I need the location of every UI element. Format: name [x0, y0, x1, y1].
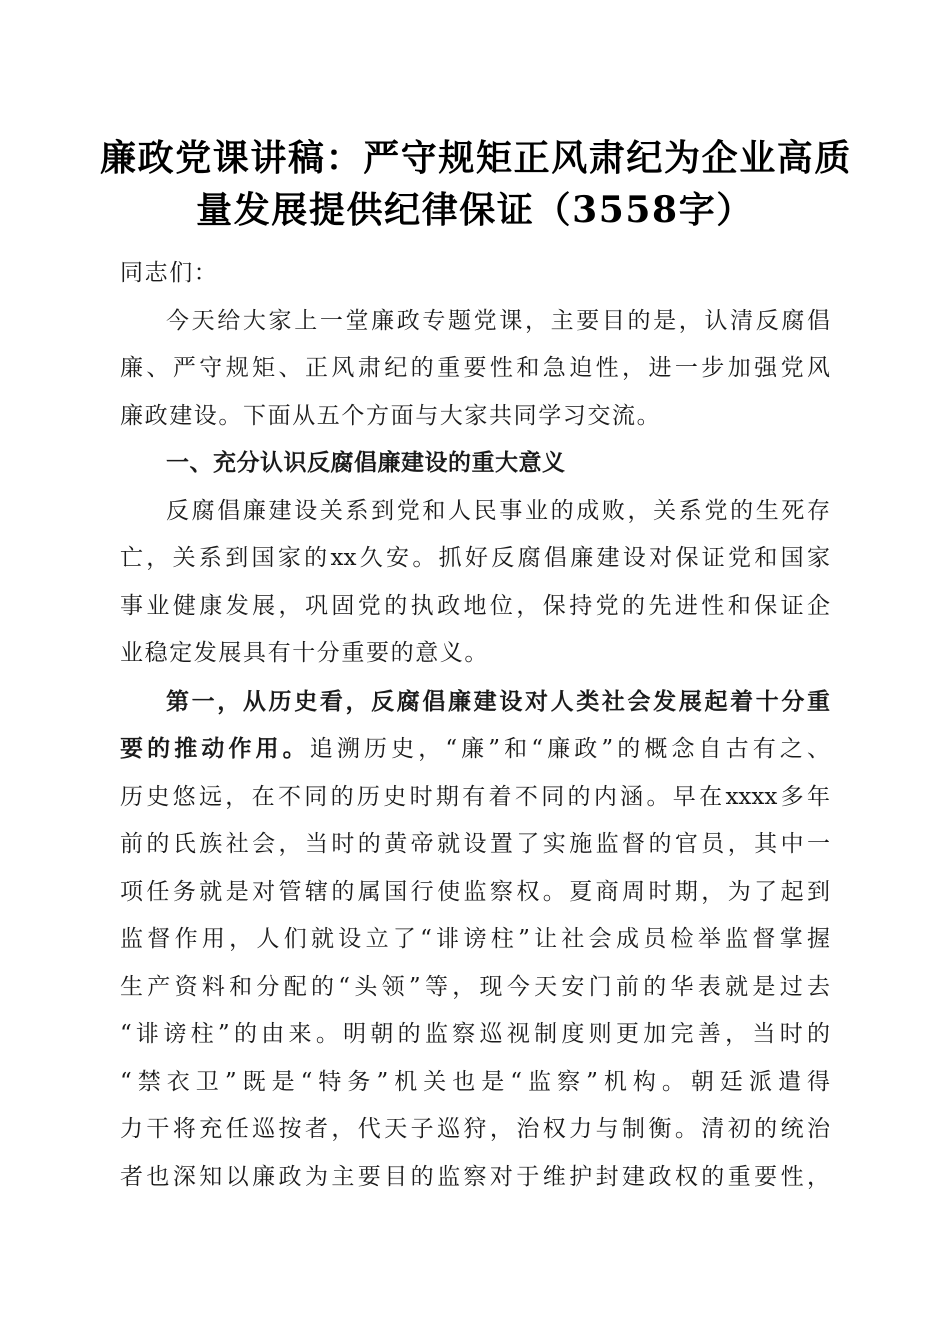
paragraph-line: 生产资料和分配的“头领”等，现今天安门前的华表就是过去	[120, 973, 830, 1000]
intro-line: 今天给大家上一堂廉政专题党课，主要目的是，认清反腐倡	[166, 307, 830, 334]
paragraph-line: 力干将充任巡按者，代天子巡狩，治权力与制衡。清初的统治	[120, 1116, 830, 1142]
section-1-heading: 一、充分认识反腐倡廉建设的重大意义	[166, 450, 566, 476]
paragraph-line: 亡，关系到国家的xx久安。抓好反腐倡廉建设对保证党和国家	[120, 545, 830, 571]
intro-line: 廉、严守规矩、正风肃纪的重要性和急迫性，进一步加强党风	[120, 355, 830, 381]
title-line-1: 廉政党课讲稿：严守规矩正风肃纪为企业高质	[100, 137, 853, 179]
paragraph-line: 历史悠远，在不同的历史时期有着不同的内涵。早在xxxx多年	[120, 783, 830, 810]
document-body	[120, 250, 830, 1201]
paragraph-line: 前的氏族社会，当时的黄帝就设置了实施监督的官员，其中一	[120, 831, 830, 857]
paragraph-line: “诽谤柱”的由来。明朝的监察巡视制度则更加完善，当时的	[120, 1021, 830, 1047]
paragraph-line: 反腐倡廉建设关系到党和人民事业的成败，关系党的生死存	[166, 497, 830, 524]
intro-line: 廉政建设。下面从五个方面与大家共同学习交流。	[120, 402, 662, 429]
salutation: 同志们：	[120, 260, 219, 286]
paragraph-line: 监督作用，人们就设立了“诽谤柱”让社会成员检举监督掌握	[120, 926, 830, 952]
bold-lead-line: 第一，从历史看，反腐倡廉建设对人类社会发展起着十分重	[166, 687, 830, 715]
document-title	[100, 132, 853, 236]
paragraph-line: “禁衣卫”既是“特务”机关也是“监察”机构。朝廷派遣得	[120, 1068, 830, 1095]
intro-paragraph	[120, 298, 830, 441]
bold-lead-end: 要的推动作用。	[120, 735, 310, 762]
title-line-2: 量发展提供纪律保证（3558字）	[196, 189, 754, 231]
section-1-paragraph	[120, 488, 830, 678]
paragraph-line: 事业健康发展，巩固党的执政地位，保持党的先进性和保证企	[120, 592, 830, 619]
paragraph-line: 业稳定发展具有十分重要的意义。	[120, 640, 489, 666]
paragraph-line: 者也深知以廉政为主要目的监察对于维护封建政权的重要性，	[120, 1163, 830, 1190]
history-paragraph	[120, 678, 830, 1202]
paragraph-line-rest: 追溯历史，“廉”和“廉政”的概念自古有之、	[309, 736, 830, 762]
paragraph-line	[120, 725, 830, 774]
paragraph-line: 项任务就是对管辖的属国行使监察权。夏商周时期，为了起到	[120, 878, 830, 905]
